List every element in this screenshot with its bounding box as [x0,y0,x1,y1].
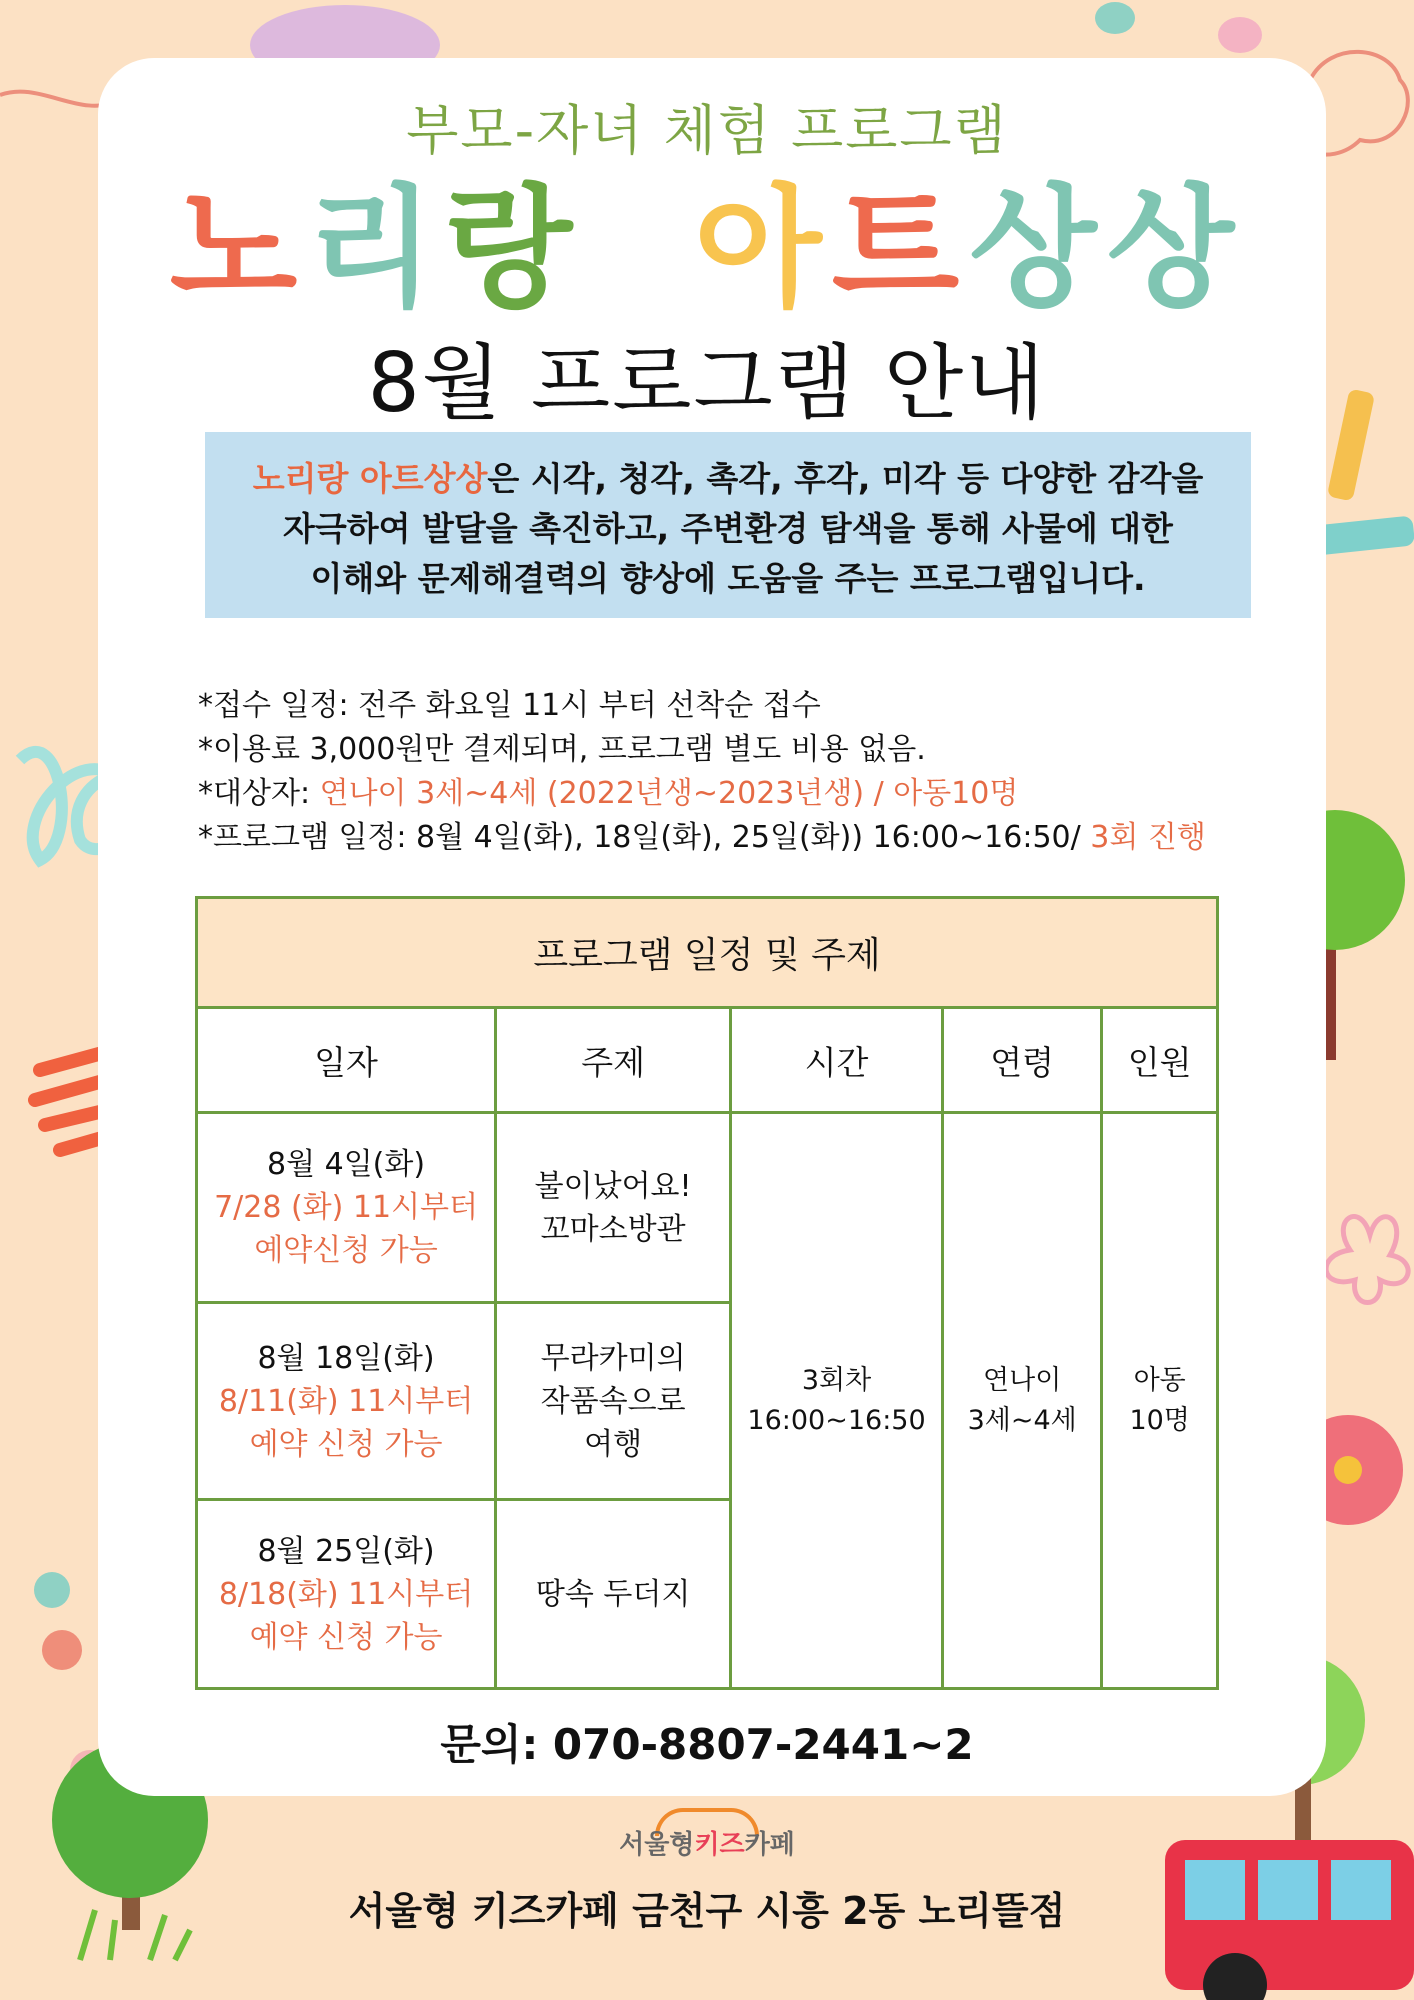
note-schedule-label: *프로그램 일정: 8월 4일(화), 18일(화), 25일(화)) 16:00~16:50/ [198,820,1091,855]
note-registration: *접수 일정: 전주 화요일 11시 부터 선착순 접수 [198,688,821,723]
logo-text: 키즈 [694,1830,745,1860]
topic-text: 땅속 두더지 [535,1576,691,1612]
title-char: 상 [1106,172,1245,326]
reservation-note: 예약 신청 가능 [249,1619,443,1655]
topic-cell [496,1303,731,1500]
reservation-open: 8/18(화) 11시부터 [218,1576,474,1612]
people-label: 아동 [1133,1364,1186,1396]
pink-flower [1326,1216,1408,1302]
note-target-value: 연나이 3세~4세 (2022년생~2023년생) / 아동10명 [319,776,1019,811]
column-header-age: 연령 [942,1008,1101,1113]
people-cell [1102,1113,1218,1689]
intro-box [205,432,1251,618]
note-fee: *이용료 3,000원만 결제되며, 프로그램 별도 비용 없음. [198,732,926,767]
people-count: 10명 [1129,1404,1190,1436]
date-cell [197,1303,496,1500]
intro-highlight: 노리랑 아트상상 [252,459,488,498]
title-char: 리 [307,172,445,326]
notes-list [198,684,1206,860]
program-subtitle: 부모-자녀 체험 프로그램 [406,99,1008,162]
program-title [0,142,1414,332]
table-row [197,1113,1218,1303]
intro-text [205,432,1251,604]
time-sessions: 3회차 [801,1364,872,1396]
topic-cell [496,1500,731,1689]
topic-text: 꼬마소방관 [540,1211,686,1247]
title-char: 아 [694,172,832,326]
topic-text: 무라카미의 [540,1340,686,1376]
age-label: 연나이 [983,1364,1062,1396]
branch-name: 서울형 키즈카페 금천구 시흥 2동 노리뜰점 [348,1889,1066,1933]
contact-phone: 문의: 070-8807-2441~2 [440,1720,974,1769]
column-header-date: 일자 [197,1008,496,1113]
flower-center [1334,1456,1362,1484]
note-schedule [198,816,1206,860]
intro-line: 이해와 문제해결력의 향상에 도움을 주는 프로그램입니다. [310,559,1146,598]
note-target [198,772,1206,816]
reservation-note: 예약 신청 가능 [249,1426,443,1462]
intro-line: 자극하여 발달을 촉진하고, 주변환경 탐색을 통해 사물에 대한 [283,509,1173,548]
time-range: 16:00~16:50 [747,1404,926,1436]
kidscafe-logo [0,1808,1414,1861]
session-date: 8월 18일(화) [257,1340,435,1376]
topic-text: 작품속으로 [540,1383,686,1419]
title-char: 트 [831,172,970,326]
logo-text: 카페 [744,1830,795,1860]
teal-blob [1095,2,1135,34]
intro-line: 은 시각, 청각, 촉각, 후각, 미각 등 다양한 감각을 [487,459,1204,498]
page-heading: 8월 프로그램 안내 [367,336,1047,431]
logo-text: 서울형 [619,1830,695,1860]
table-caption: 프로그램 일정 및 주제 [197,898,1218,1008]
column-header-people: 인원 [1102,1008,1218,1113]
session-date: 8월 25일(화) [257,1533,435,1569]
age-range: 3세~4세 [967,1404,1077,1436]
title-char: 랑 [444,172,583,326]
coral-dot [42,1630,82,1670]
schedule-table [195,896,1219,1690]
pink-blob [1218,17,1262,53]
title-char: 노 [169,172,308,326]
table-header-row [197,1008,1218,1113]
column-header-topic: 주제 [496,1008,731,1113]
column-header-time: 시간 [731,1008,943,1113]
reservation-open: 8/11(화) 11시부터 [218,1383,474,1419]
date-cell [197,1500,496,1689]
note-schedule-count: 3회 진행 [1090,820,1206,855]
note-target-label: *대상자: [198,776,320,811]
date-cell [197,1113,496,1303]
topic-text: 여행 [584,1426,643,1462]
age-cell [942,1113,1101,1689]
time-cell [731,1113,943,1689]
teal-dot [34,1572,70,1608]
reservation-open: 7/28 (화) 11시부터 [214,1190,479,1225]
topic-cell [496,1113,731,1303]
reservation-note: 예약신청 가능 [254,1233,438,1268]
session-date: 8월 4일(화) [267,1147,426,1182]
topic-text: 불이났어요! [534,1168,692,1204]
title-char: 상 [969,172,1107,326]
